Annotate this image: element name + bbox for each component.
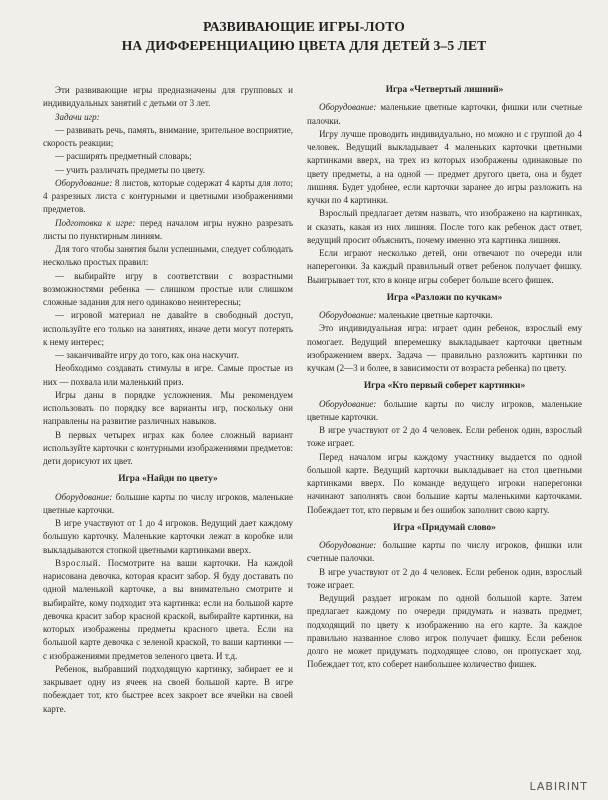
game-3-title: Игра «Разложи по кучкам» (386, 292, 503, 303)
equipment-text: маленькие цветные карточки, фишки или счетные палочки. (307, 102, 582, 126)
game-2-paragraph: Игру лучше проводить индивидуально, но можно и с группой до 4 человек. Ведущий выкладывает 4 маленьких карточки цветными картинками вверх, на трех из которых изображены одинаковые по цвету предметы, а на одной — предмет другого цвета, она и будет лишняя. Будет удобнее, если карточки заранее до игры разложить на кучки по 4 картинки. (307, 128, 582, 205)
order-paragraph: Игры даны в порядке усложнения. Мы рекомендуем использовать по порядку все варианты игр, поскольку они направлены на развитие различных навыков. (43, 389, 293, 427)
game-1-speech: Посмотрите на ваши карточки. На каждой нарисована девочка, которая красит забор. Я буду доставать по одной маленькой карточке, а вы внимательно смотрите и выбирайте, кому подходит эта картинка: если на большой карте девочка красит забор красной краской, выбирайте картинки, на которых изображены предметы красного цвета. Если на большой карте девочка с зеленой краской, то ваши картинки — с изображениями предметов зеленого цвета. И т.д. (43, 557, 293, 661)
preparation-label: Подготовка к игре: (55, 217, 136, 228)
game-4-paragraph: Перед началом игры каждому участнику выдается по одной большой карте. Ведущий карточки выкладывает на стол цветными картинками вверх. По команде ведущего игроки наперегонки начинают заполнять свои большие карты маленькими карточками. Побеждает тот, кто первым и без ошибок заполнит свою карту. (307, 451, 582, 515)
game-1-paragraph (43, 557, 293, 663)
rules-intro: Для того чтобы занятия были успешными, следует соблюдать несколько простых правил: (43, 244, 293, 268)
equipment-text: большие карты по числу игроков, фишки или счетные палочки. (307, 540, 582, 564)
title-line-2: НА ДИФФЕРЕНЦИАЦИЮ ЦВЕТА ДЛЯ ДЕТЕЙ 3–5 ЛЕТ (121, 38, 487, 53)
game-5-title: Игра «Придумай слово» (393, 522, 496, 533)
page-title (0, 17, 608, 55)
title-line-1: РАЗВИВАЮЩИЕ ИГРЫ-ЛОТО (203, 19, 405, 34)
preparation-paragraph (43, 217, 293, 244)
equipment-text: маленькие цветные карточки. (376, 310, 493, 320)
game-4-equipment (307, 398, 582, 425)
equipment-label: Оборудование: (319, 398, 377, 409)
stimulus-paragraph: Необходимо создавать стимулы в игре. Самые простые из них — похвала или маленький приз. (43, 363, 293, 387)
tasks-label: Задачи игр: (55, 111, 100, 122)
game-4-title: Игра «Кто первый соберет картинки» (363, 381, 526, 392)
rule-item: — игровой материал не давайте в свободный доступ, используйте его только на занятиях, иначе дети могут потерять к нему интерес; (43, 310, 293, 347)
game-1-title: Игра «Найди по цвету» (118, 474, 218, 485)
game-2-title: Игра «Четвертый лишний» (385, 85, 504, 95)
intro-paragraph: Эти развивающие игры предназначены для групповых и индивидуальных занятий с детьми от 3 лет. (43, 85, 293, 109)
equipment-text: большие карты по числу игроков, маленькие цветные карточки. (43, 491, 293, 515)
game-2-paragraph: Взрослый предлагает детям назвать, что изображено на картинках, и сказать, какая из них лишняя. После того как ребенок даст ответ, ведущий просит объяснить, почему именно эта картинка лишняя. (307, 208, 582, 245)
preparation-text: перед началом игры нужно разрезать листы по пунктирным линиям. (43, 217, 293, 241)
game-5-paragraph: В игре участвуют от 2 до 4 человек. Если ребенок один, взрослый тоже играет. (307, 566, 582, 590)
left-column (43, 84, 293, 716)
equipment-text: большие карты по числу игроков, маленькие цветные карточки. (307, 398, 582, 422)
game-5-paragraph: Ведущий раздает игрокам по одной большой карте. Затем предлагает каждому по очереди придумать и назвать предмет, подходящий по цвету к изображению на его карте. За каждое правильно названное слово игрок получает фишку. Если ребенок долго не может придумать подходящее слово, он пропускает ход. Побеждает тот, кто соберет наибольшее количество фишек. (307, 593, 582, 670)
rule-item: — заканчивайте игру до того, как она наскучит. (55, 350, 239, 360)
game-3-paragraph: Это индивидуальная игра: играет один ребенок, взрослый ему помогает. Ведущий вперемешку выкладывает карточки цветным изображением вверх. Задача — правильно разложить картинки по кучкам (2—3 и более, в зависимости от возраста ребенка) по цвету. (307, 323, 582, 373)
watermark: LABIRINT (529, 780, 588, 793)
first-four-paragraph: В первых четырех играх как более сложный вариант используйте карточки с контурными изображениями предметов: дети дорисуют их цвет. (43, 429, 293, 466)
game-1-paragraph: Ребенок, выбравший подходящую картинку, забирает ее и закрывает одну из ячеек на своей большой карте. В игре побеждает тот, кто быстрее всех закроет все ячейки на своей карте. (43, 663, 293, 714)
equipment-label: Оборудование: (319, 102, 377, 113)
game-1-equipment (43, 491, 293, 518)
game-5-equipment (307, 539, 582, 566)
game-4-paragraph: В игре участвуют от 2 до 4 человек. Если ребенок один, взрослый тоже играет. (307, 425, 582, 449)
task-item: — расширять предметный словарь; (55, 151, 192, 162)
equipment-label: Оборудование: (319, 310, 377, 320)
right-column (307, 84, 582, 672)
game-1-paragraph: В игре участвуют от 1 до 4 игроков. Ведущий дает каждому большую карточку. Маленькие карточки лежат в коробке или выкладываются стопкой цветными картинками вверх. (43, 518, 293, 555)
task-item: — учить различать предметы по цвету. (55, 164, 206, 175)
game-3-equipment (307, 309, 582, 322)
rule-item: — выбирайте игру в соответствии с возрастными возможностями ребенка — слишком простые или слишком сложные задания для него одинаково неинтересны; (43, 270, 293, 307)
adult-lead: Взрослый. (55, 557, 101, 568)
equipment-label: Оборудование: (55, 177, 113, 188)
game-2-paragraph: Если играют несколько детей, они отвечают по очереди или наперегонки. За каждый правильный ответ ребенок получает фишку. Выигрывает тот, кто в конце игры соберет больше всего фишек. (307, 248, 582, 285)
task-item: — развивать речь, память, внимание, зрительное восприятие, скорость реакции; (43, 124, 293, 148)
equipment-label: Оборудование: (55, 491, 113, 502)
equipment-paragraph (43, 177, 293, 217)
game-2-equipment (307, 101, 582, 128)
equipment-label: Оборудование: (319, 540, 377, 550)
equipment-text: 8 листов, которые содержат 4 карты для лото; 4 разрезных листа с контурными и цветными изображениями предметов. (43, 177, 293, 215)
